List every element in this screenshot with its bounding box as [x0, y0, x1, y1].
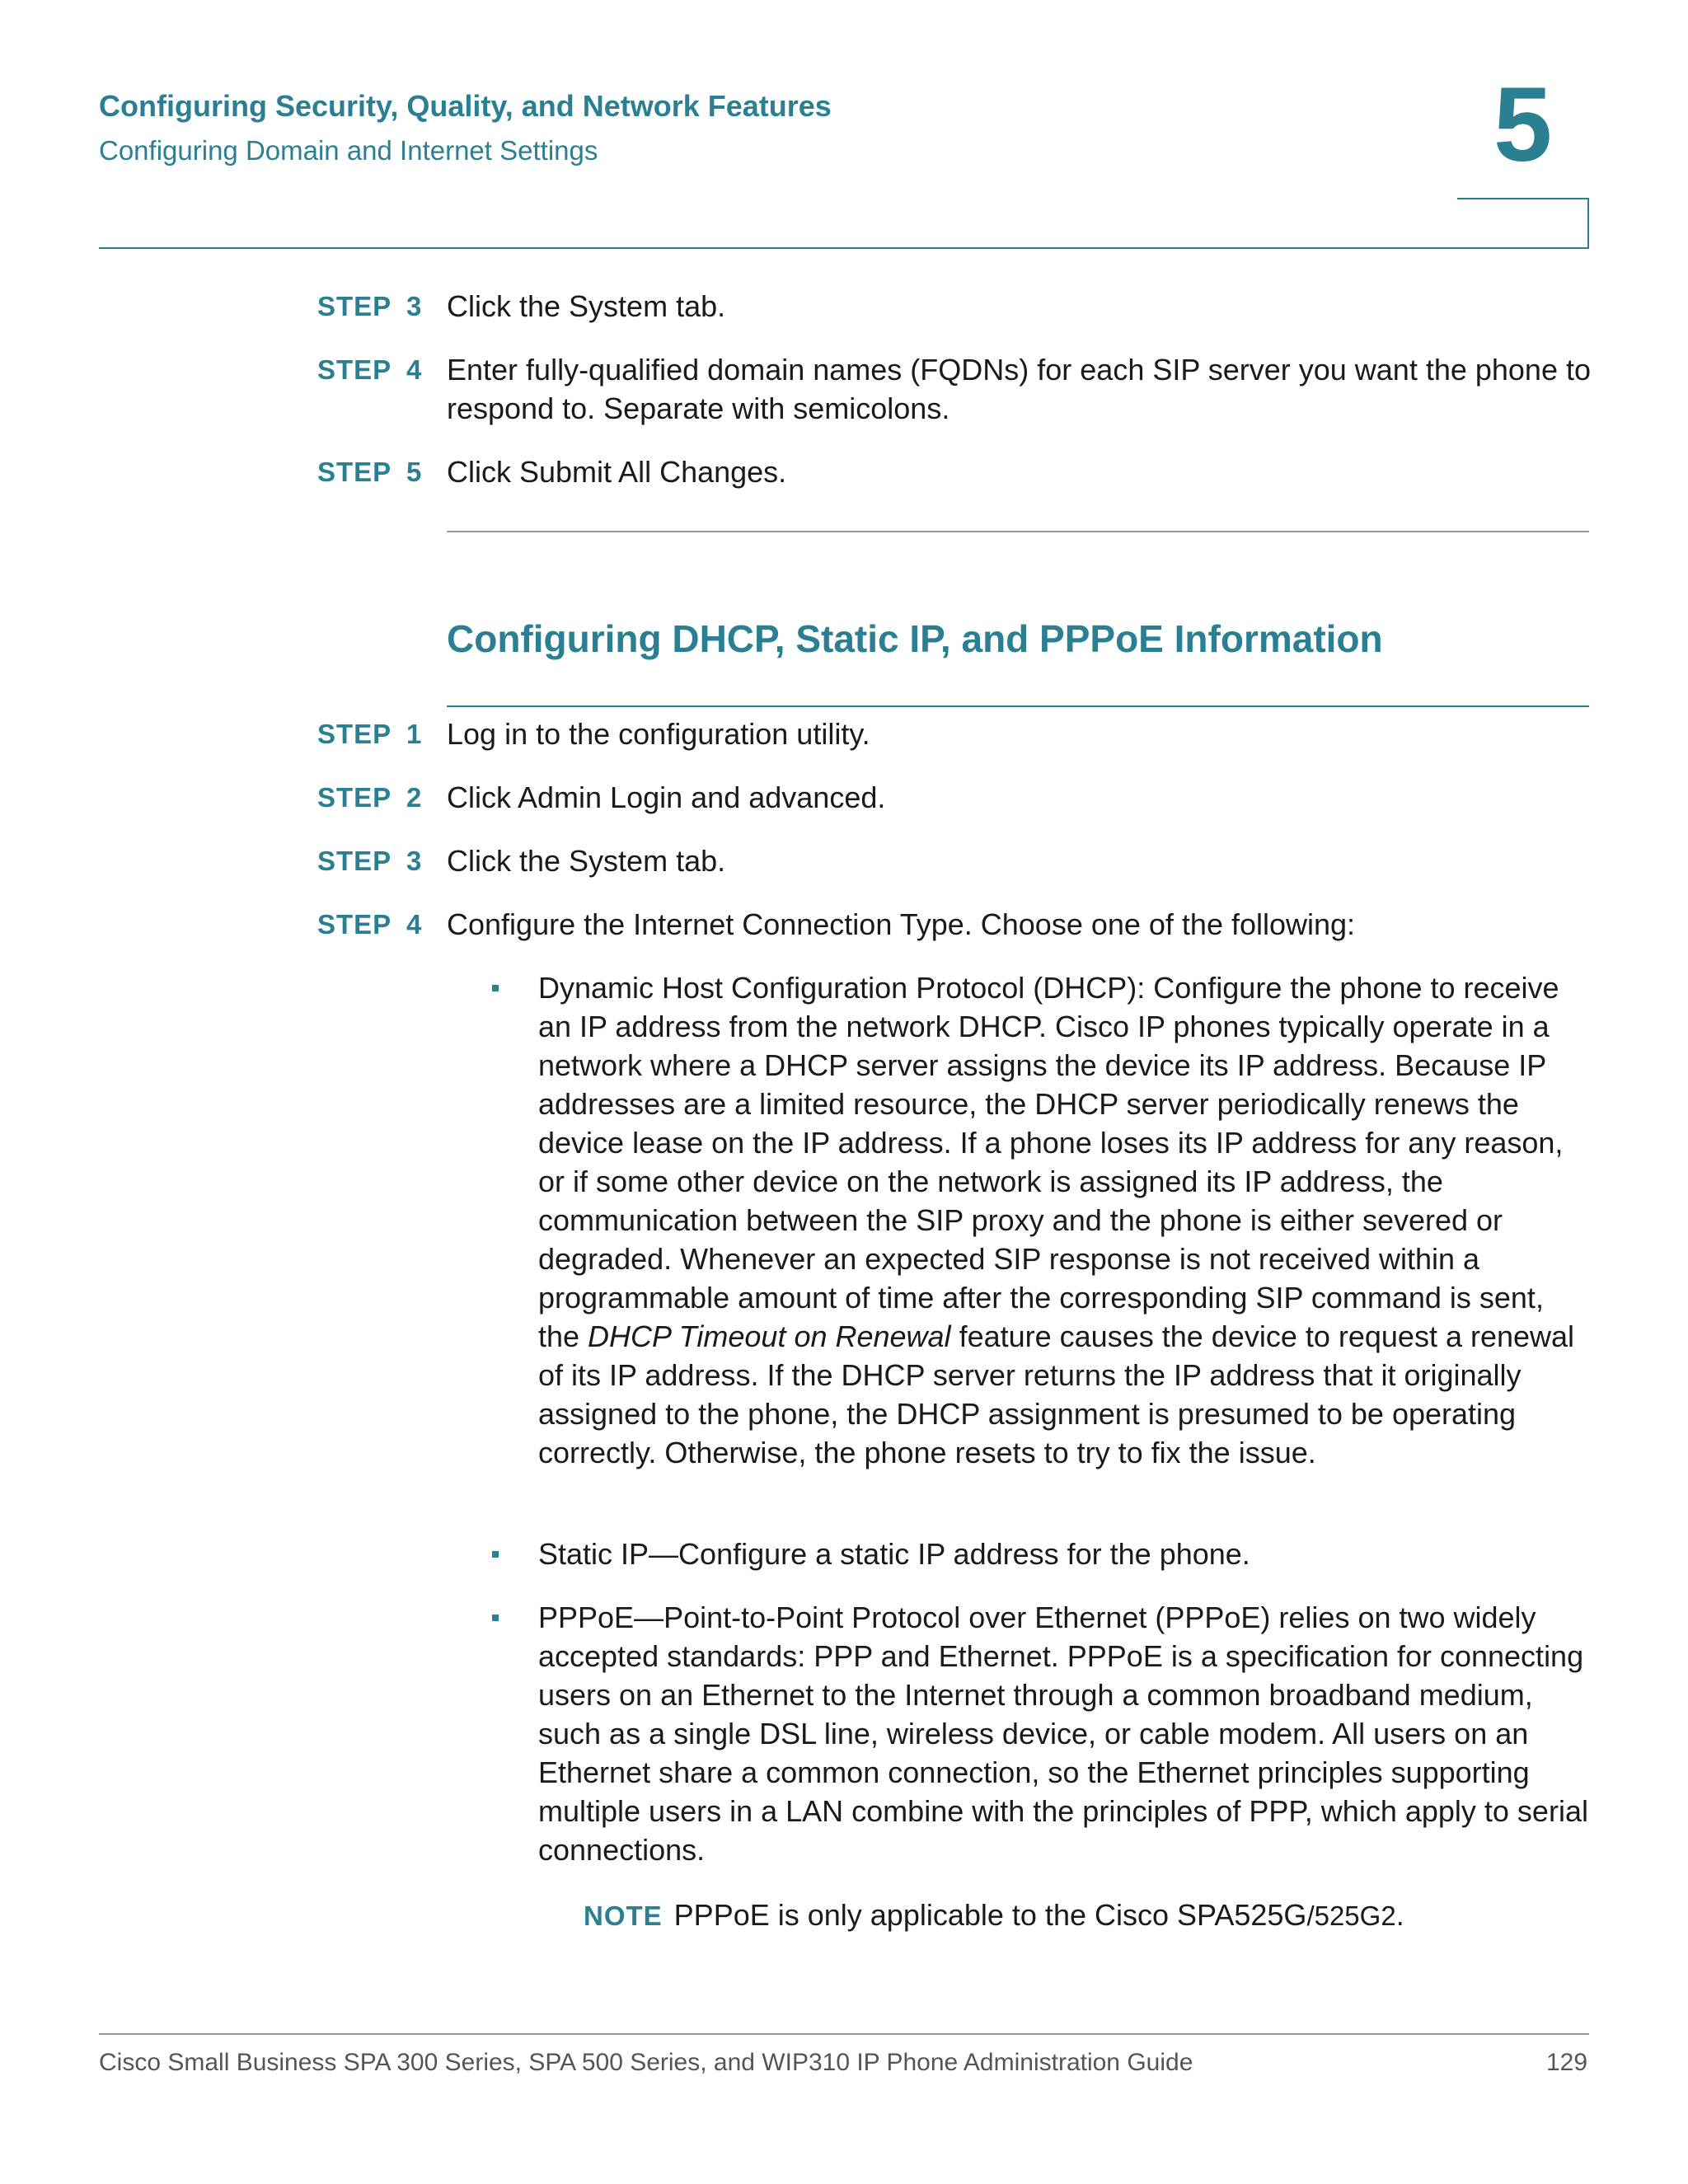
ui-term-admin-login: Admin Login [518, 780, 683, 814]
bullet-square-icon [492, 1615, 499, 1621]
step-text: tab. [668, 289, 726, 323]
step-number: 5 [406, 457, 423, 487]
step-label: STEP [317, 291, 392, 321]
bullet-static-ip [492, 1535, 1592, 1573]
note [584, 1896, 1404, 1935]
step-4-top [317, 350, 1591, 428]
step-label: STEP [317, 354, 392, 385]
bullet-square-icon [492, 985, 499, 991]
step-text: tab. [668, 844, 726, 878]
step-text: and [682, 780, 749, 814]
page-number: 129 [1546, 2049, 1588, 2076]
chapter-box-right [1587, 198, 1589, 249]
step-number: 4 [406, 354, 423, 385]
footer-rule [99, 2033, 1589, 2035]
section-divider [447, 531, 1589, 532]
step-label: STEP [317, 909, 392, 940]
step-label: STEP [317, 719, 392, 749]
bullet-text: feature causes the device to request a renewal of its IP address. If the DHCP server returns the IP address that it originally assigned to the phone, the DHCP assignment is presumed to be operating correctly. Otherwise, the phone resets to try to fix the issue. [538, 1319, 1575, 1469]
section-subtitle: Configuring Domain and Internet Settings [99, 135, 598, 166]
step-text: Click the [447, 844, 570, 878]
bullet-dhcp [492, 968, 1592, 1472]
ui-term-system: System [569, 844, 668, 878]
step-text: Enter fully-qualified domain names (FQDNs) for each SIP server you want the phone to respond to. Separate with semicolons. [447, 353, 1592, 425]
bullet-text: PPPoE—Point-to-Point Protocol over Ethernet (PPPoE) relies on two widely accepted standards: PPP and Ethernet. PPPoE is a specification for connecting users on an Ethernet to the Internet through a common broadband medium, such as a single DSL line, wireless device, or cable modem. All users on an Ethernet share a common connection, so the Ethernet principles supporting multiple users in a LAN combine with the principles of PPP, which apply to serial connections. [538, 1601, 1588, 1867]
step-text: Log in to the configuration utility. [447, 717, 870, 751]
chapter-number: 5 [1493, 66, 1553, 184]
ui-term-advanced: advanced. [748, 780, 886, 814]
ui-term-system: System [569, 289, 668, 323]
step-3 [317, 841, 1591, 880]
note-label: NOTE [584, 1900, 663, 1931]
step-2 [317, 778, 1591, 817]
bullet-text: Dynamic Host Configuration Protocol (DHCP): Configure the phone to receive an IP address from the network DHCP. Cisco IP phones typically operate in a network where a DHCP server assigns the device its IP address. Because IP addresses are a limited resource, the DHCP server periodically renews the device lease on the IP address. If a phone loses its IP address for any reason, or if some other device on the network is assigned its IP address, the communication between the SIP proxy and the phone is either severed or degraded. Whenever an expected SIP response is not received within a programmable amount of time after the corresponding SIP command is sent, the [538, 971, 1564, 1353]
step-4 [317, 905, 1591, 944]
step-text: Click [447, 455, 519, 489]
note-text: PPPoE is only applicable to the Cisco SPA525G [673, 1898, 1307, 1932]
step-label: STEP [317, 846, 392, 876]
step-5-top [317, 452, 1591, 491]
note-end: . [1395, 1898, 1404, 1932]
ui-term-submit-all-changes: Submit All Changes. [519, 455, 787, 489]
step-number: 1 [406, 719, 423, 749]
step-number: 3 [406, 846, 423, 876]
section-title: Configuring DHCP, Static IP, and PPPoE Information [447, 617, 1383, 660]
step-text: Configure the Internet Connection Type. Choose one of the following: [447, 907, 1356, 941]
chapter-box-top [1457, 198, 1589, 199]
step-number: 3 [406, 291, 423, 321]
note-suffix: /525G2 [1306, 1900, 1396, 1931]
chapter-title: Configuring Security, Quality, and Network Features [99, 89, 832, 123]
step-number: 2 [406, 782, 423, 813]
ui-term-dhcp-timeout-on-renewal: DHCP Timeout on Renewal [588, 1319, 951, 1353]
bullet-square-icon [492, 1551, 499, 1558]
section-title-rule [447, 705, 1589, 707]
footer-guide-title: Cisco Small Business SPA 300 Series, SPA 500 Series, and WIP310 IP Phone Administration Guide [99, 2049, 1193, 2076]
header-rule [99, 247, 1589, 249]
step-label: STEP [317, 457, 392, 487]
step-1 [317, 715, 1591, 753]
step-3-top [317, 287, 1591, 326]
step-text: Click [447, 780, 518, 814]
bullet-pppoe [492, 1598, 1592, 1869]
step-label: STEP [317, 782, 392, 813]
step-number: 4 [406, 909, 423, 940]
bullet-text: Static IP—Configure a static IP address for the phone. [538, 1537, 1250, 1571]
step-text: Click the [447, 289, 570, 323]
